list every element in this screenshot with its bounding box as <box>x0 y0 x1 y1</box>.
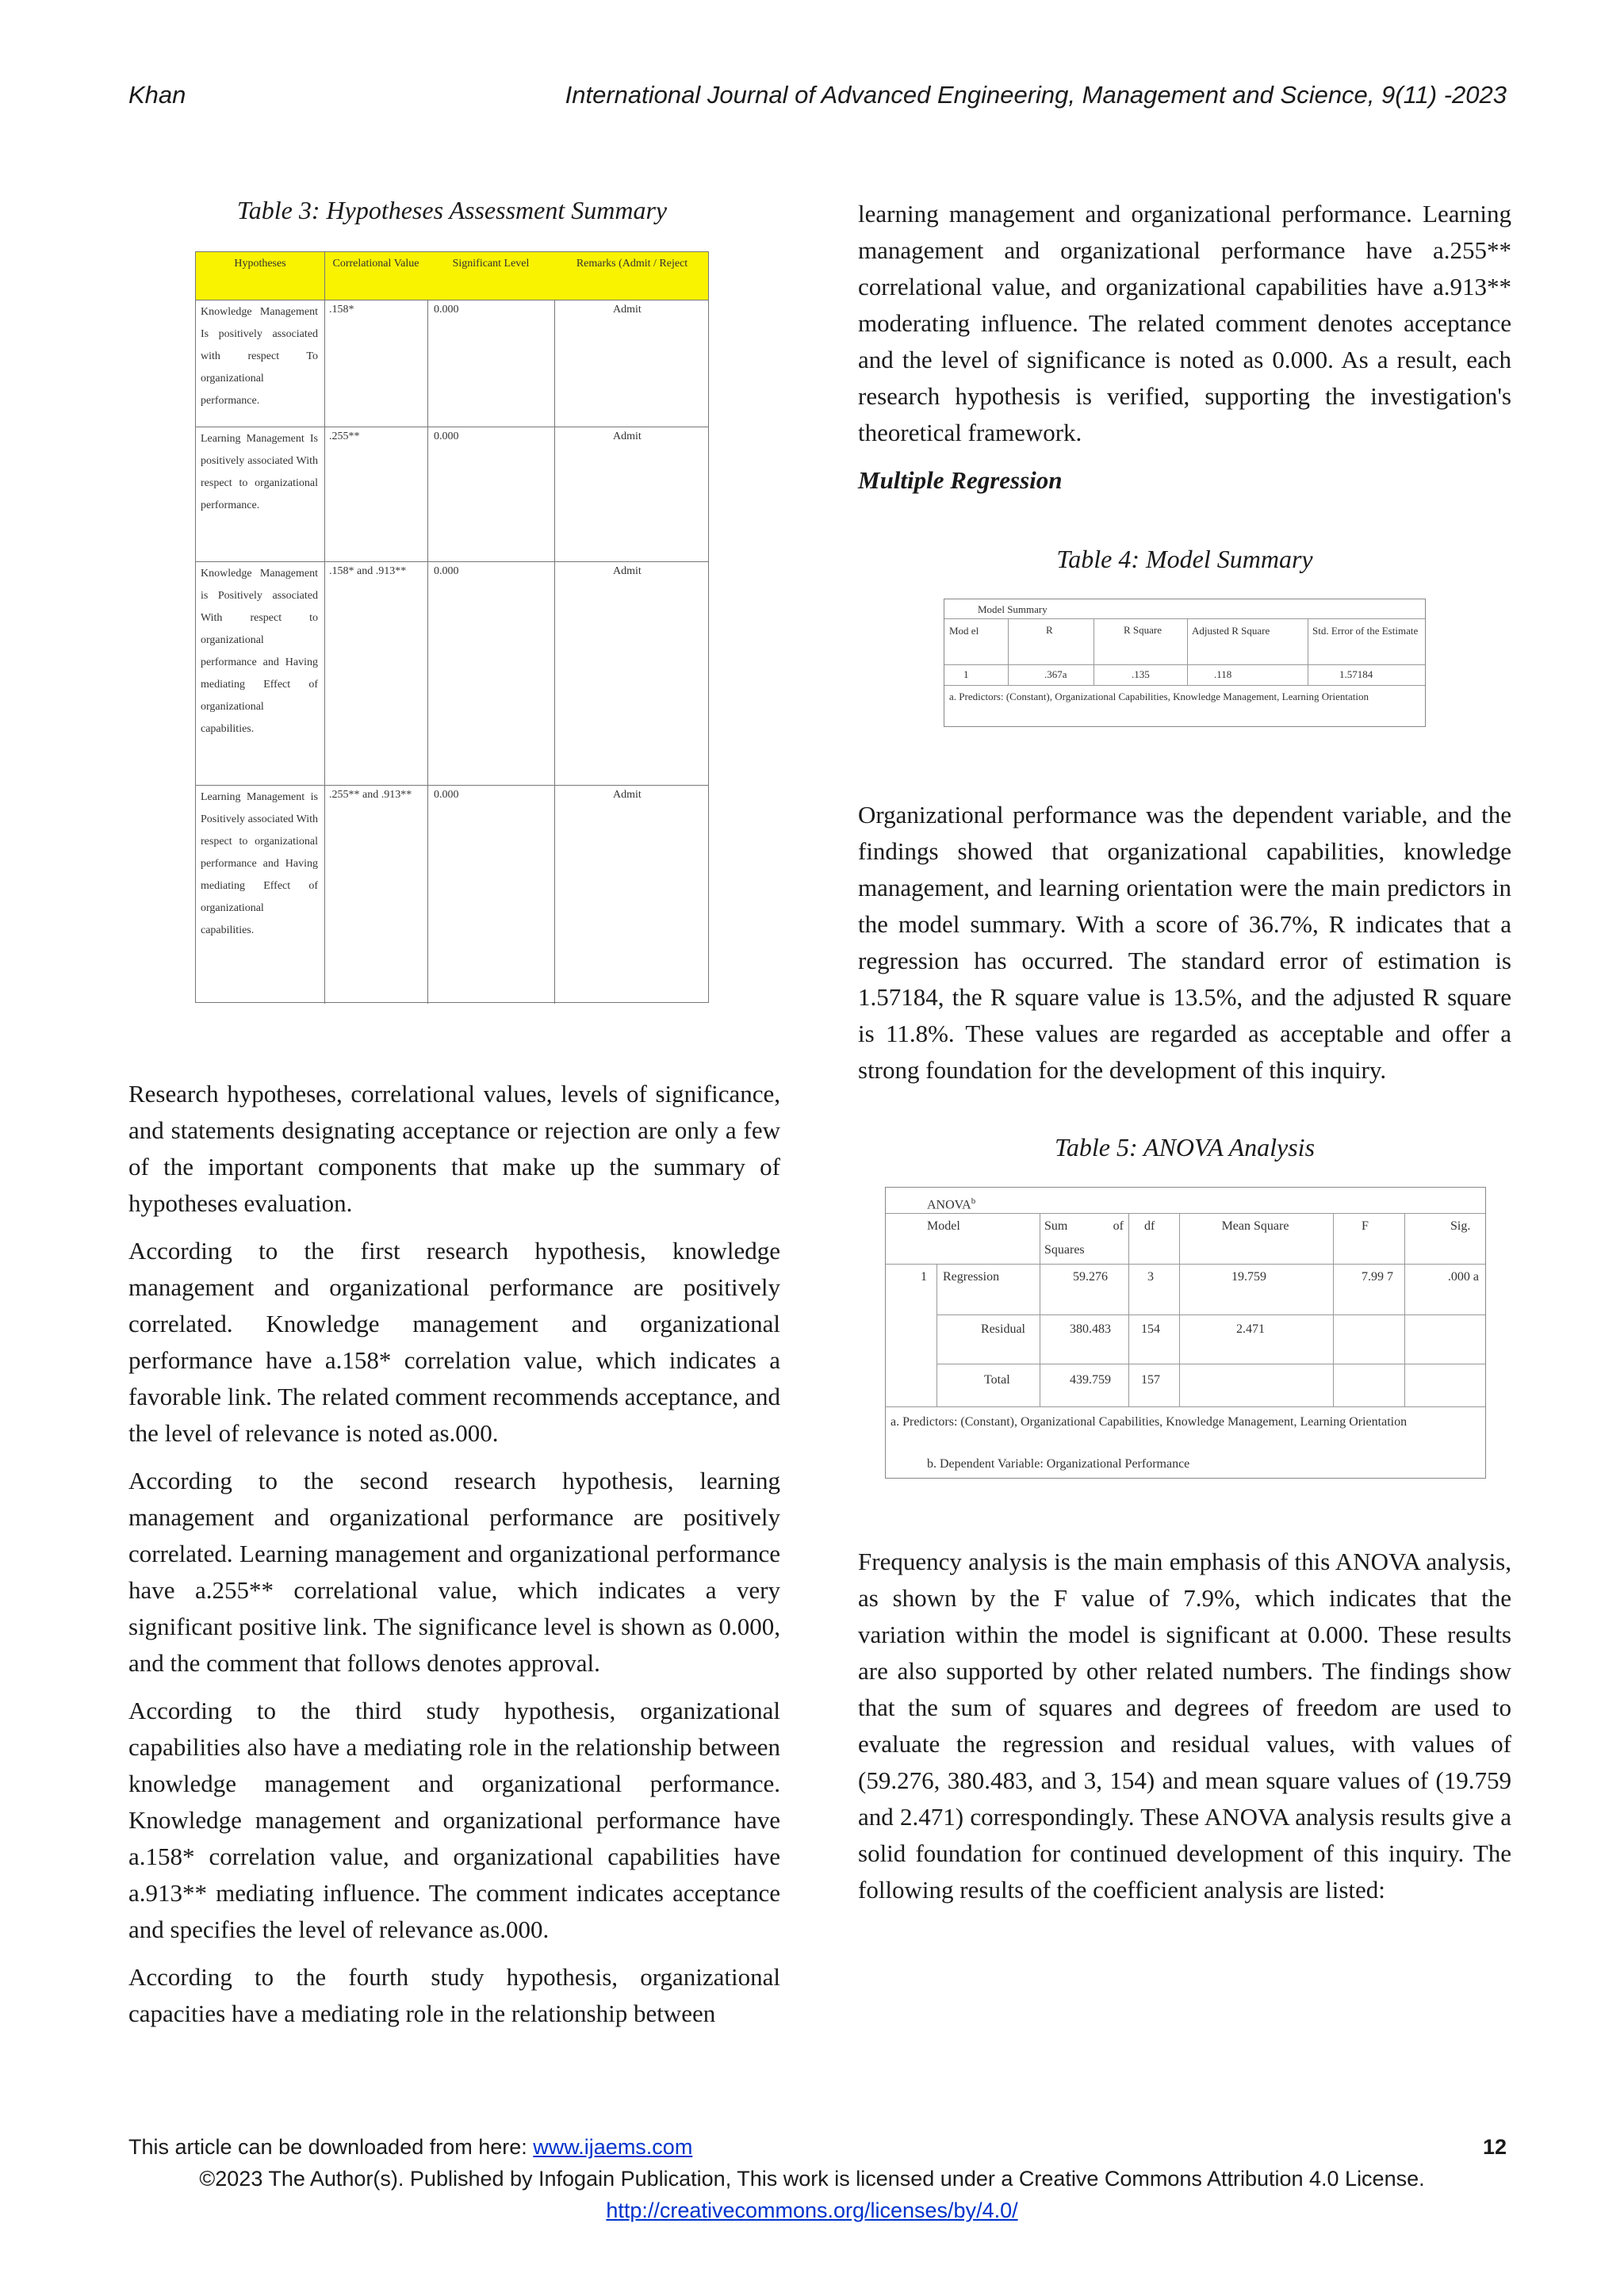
header-sum-of-squares: Sum of Squares <box>1044 1219 1124 1257</box>
table-row-3-hypothesis: Knowledge Management is Positively associated With respect to organizational performance and Having mediating Effect of organizational capabilities. <box>201 568 318 735</box>
header-r: R <box>1046 624 1053 636</box>
table-row-2-remark: Admit <box>613 430 642 442</box>
table-row-3-remark: Admit <box>613 565 642 577</box>
anova-ss: 439.759 <box>1070 1373 1111 1387</box>
anova-row-label: Total <box>984 1373 1010 1387</box>
header-significant-level: Significant Level <box>452 258 530 270</box>
anova-df: 154 <box>1141 1322 1160 1336</box>
model-summary-table <box>944 599 1426 727</box>
header-hypotheses: Hypotheses <box>234 258 286 270</box>
section-heading: Multiple Regression <box>858 466 1063 494</box>
anova-ms: 2.471 <box>1236 1322 1265 1336</box>
table-row-4-hypothesis: Learning Management is Positively associated With respect to organizational performance and Having mediating Effect of organizational capabilities. <box>201 791 318 936</box>
license-link[interactable]: http://creativecommons.org/licenses/by/4.0/ <box>606 2198 1018 2222</box>
table5-caption: Table 5: ANOVA Analysis <box>1054 1133 1316 1161</box>
anova-note-a: a. Predictors: (Constant), Organizational Capabilities, Knowledge Management, Learning Orientation <box>891 1415 1408 1429</box>
table-row-1-remark: Admit <box>613 304 642 316</box>
table-row-4-remark: Admit <box>613 789 642 801</box>
header-remarks: Remarks (Admit / Reject <box>576 258 688 270</box>
anova-ss: 380.483 <box>1070 1322 1111 1336</box>
paragraph: According to the second research hypothesis, learning management and organizational performance are positively correlated. Learning management and organizational performance have a.255** correlational value, which indicates a very significant positive link. The significance level is shown as 0.000, and the comment that follows denotes approval. <box>128 1467 780 1677</box>
header-sig: Sig. <box>1450 1219 1471 1233</box>
model-summary-title: Model Summary <box>978 603 1048 615</box>
paragraph: Frequency analysis is the main emphasis of this ANOVA analysis, as shown by the F value of 7.9%, which indicates that the variation within the model is significant at 0.000. These results are also supported by other related numbers. The findings show that the sum of squares and degrees of freedom are used to evaluate the regression and residual values, with values of (59.276, 380.483, and 3, 154) and mean square values of (19.759 and 2.471) correspondingly. These ANOVA analysis results give a solid foundation for continued development of this inquiry. The following results of the coefficient analysis are listed: <box>858 1548 1511 1904</box>
paragraph: According to the fourth study hypothesis, organizational capacities have a mediating role in the relationship between <box>128 1963 780 2027</box>
table-row-4-value: .255** and .913** <box>329 789 412 801</box>
anova-title: ANOVA$^b$ <box>927 1196 976 1212</box>
header-r-square: R Square <box>1124 624 1162 636</box>
page-number: 12 <box>1482 2135 1507 2159</box>
download-note: This article can be downloaded from here: www.ijaems.com <box>128 2135 693 2159</box>
paragraph: According to the third study hypothesis, organizational capabilities also have a mediating role in the relationship between knowledge management and organizational performance. Knowledge management and organizational performance have a.158* correlation value, and organizational capabilities have a.913** mediating influence. The comment indicates acceptance and specifies the level of relevance as.000. <box>128 1697 780 1943</box>
license-note: ©2023 The Author(s). Published by Infogain Publication, This work is licensed under a Creative Commons Attribution 4.0 License. <box>199 2167 1425 2191</box>
table-row-3-level: 0.000 <box>434 565 459 577</box>
anova-f: 7.99 7 <box>1362 1270 1393 1284</box>
header-model: Model <box>927 1219 960 1233</box>
right-column-text-mid <box>858 797 1511 1100</box>
running-head-author: Khan <box>128 81 186 109</box>
header-f: F <box>1362 1219 1369 1233</box>
paragraph: learning management and organizational performance. Learning management and organizational performance have a.255** correlational value, and organizational capabilities have a.913** moderating influence. The related comment denotes acceptance and the level of significance is noted as 0.000. As a result, each research hypothesis is verified, supporting the investigation's theoretical framework. <box>858 200 1511 446</box>
hypotheses-table <box>195 251 709 1003</box>
table4-caption: Table 4: Model Summary <box>1056 545 1313 573</box>
table-row-1-level: 0.000 <box>434 304 459 316</box>
header-model: Mod el <box>949 625 979 637</box>
table-row-3-value: .158* and .913** <box>329 565 407 577</box>
header-correlational-value: Correlational Value <box>332 258 419 270</box>
table-row-4-level: 0.000 <box>434 789 459 801</box>
anova-table <box>885 1187 1486 1479</box>
anova-df: 3 <box>1147 1270 1154 1284</box>
anova-sig: .000 a <box>1447 1270 1479 1284</box>
header-mean-square: Mean Square <box>1221 1219 1289 1233</box>
value-r-square: .135 <box>1132 668 1150 680</box>
header-std-error: Std. Error of the Estimate <box>1312 625 1419 637</box>
anova-row-label: Regression <box>943 1270 1000 1284</box>
anova-note-b: b. Dependent Variable: Organizational Performance <box>927 1457 1190 1471</box>
left-column-text <box>128 1076 780 2043</box>
header-df: df <box>1144 1219 1155 1233</box>
header-adjusted-r-square: Adjusted R Square <box>1192 625 1270 637</box>
value-r: .367a <box>1044 668 1067 680</box>
value-adjusted-r-square: .118 <box>1214 668 1232 680</box>
value-std-error: 1.57184 <box>1339 668 1373 680</box>
table-row-1-hypothesis: Knowledge Management Is positively associated with respect To organizational performance. <box>201 306 318 407</box>
anova-row-label: Residual <box>981 1322 1025 1336</box>
table3-caption: Table 3: Hypotheses Assessment Summary <box>236 196 668 224</box>
table-row-2-value: .255** <box>329 430 360 442</box>
anova-ss: 59.276 <box>1073 1270 1108 1284</box>
license-link-line <box>0 2198 1624 2223</box>
model-summary-note: a. Predictors: (Constant), Organizational Capabilities, Knowledge Management, Learning Orientation <box>949 691 1369 702</box>
anova-model-number: 1 <box>921 1270 927 1284</box>
paragraph: Research hypotheses, correlational values, levels of significance, and statements designating acceptance or rejection are only a few of the important components that make up the summary of hypotheses evaluation. <box>128 1080 780 1217</box>
journal-link[interactable]: www.ijaems.com <box>533 2135 693 2159</box>
anova-ms: 19.759 <box>1231 1270 1266 1284</box>
anova-df: 157 <box>1141 1373 1160 1387</box>
paragraph: Organizational performance was the dependent variable, and the findings showed that organizational capabilities, knowledge management, and learning orientation were the main predictors in the model summary. With a score of 36.7%, R indicates that a regression has occurred. The standard error of estimation is 1.57184, the R square value is 13.5%, and the adjusted R square is 11.8%. These values are regarded as acceptable and offer a strong foundation for the development of this inquiry. <box>858 801 1511 1084</box>
right-column-text <box>858 196 1511 510</box>
paragraph: According to the first research hypothesis, knowledge management and organizational performance are positively correlated. Knowledge management and organizational performance have a.158* correlation value, which indicates a favorable link. The related comment recommends acceptance, and the level of relevance is noted as.000. <box>128 1237 780 1447</box>
table-row-2-level: 0.000 <box>434 430 459 442</box>
running-head-journal: International Journal of Advanced Engineering, Management and Science, 9(11) -2023 <box>565 81 1507 109</box>
table-row-1-value: .158* <box>329 304 354 316</box>
table-row-2-hypothesis: Learning Management Is positively associated With respect to organizational performance. <box>201 433 318 511</box>
model-number: 1 <box>963 668 969 680</box>
right-column-text-bottom <box>858 1544 1511 1919</box>
